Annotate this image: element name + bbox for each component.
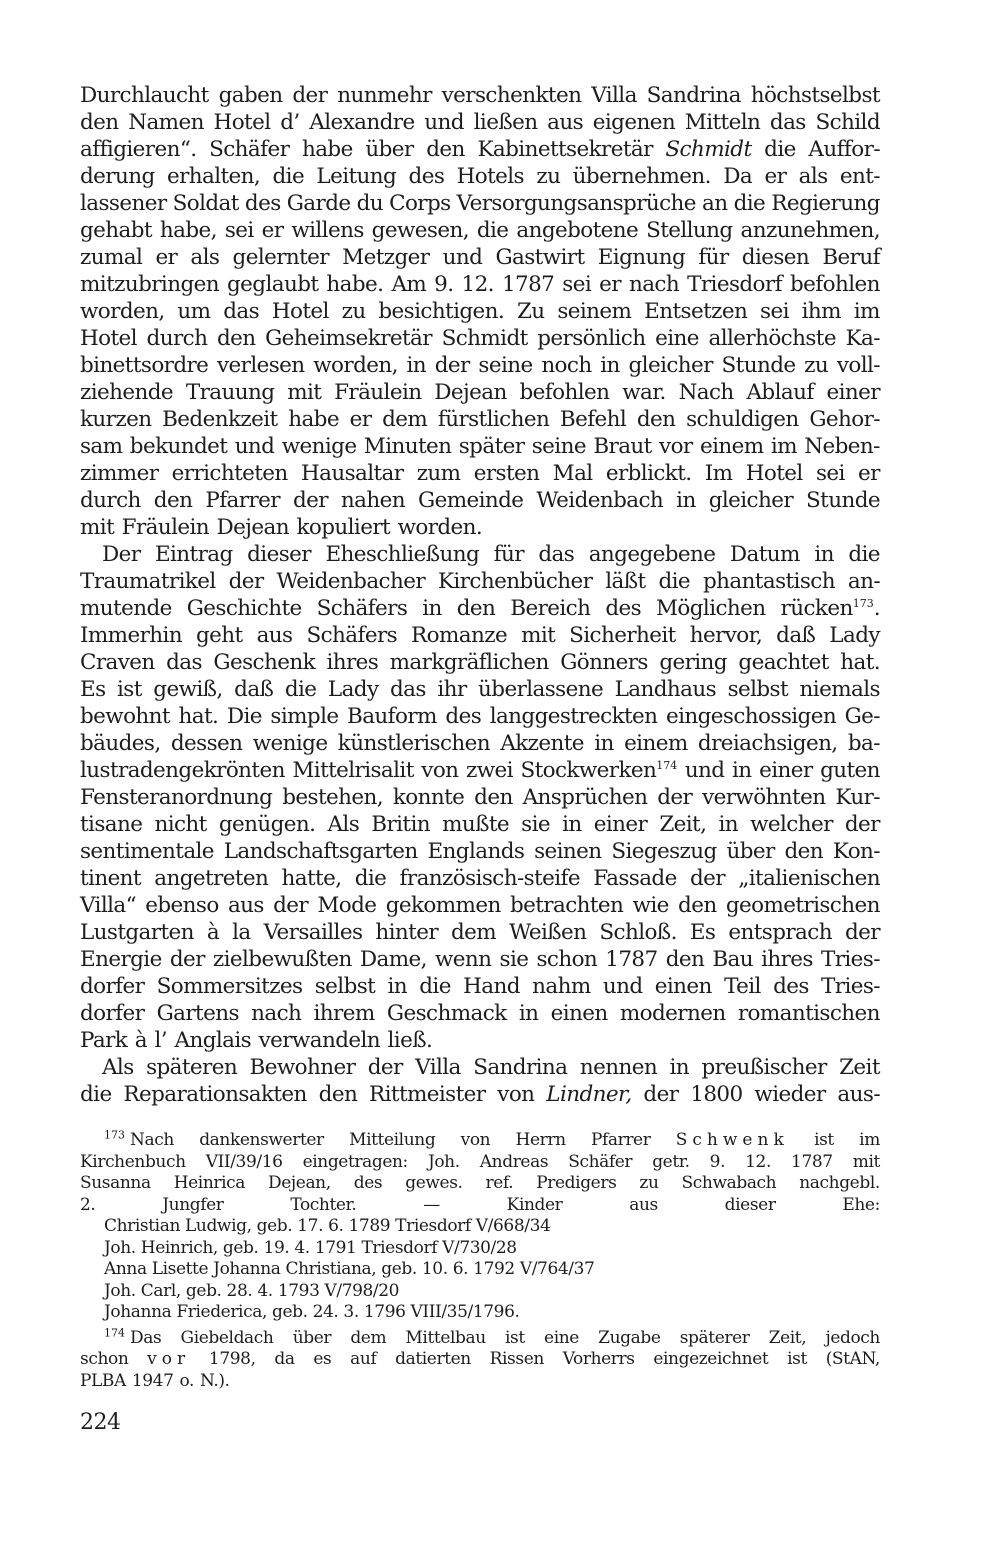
footnote-line: PLBA 1947 o. N.). [80,1370,230,1391]
text-line: zumal er als gelernter Metzger und Gastwirt Eignung für diesen Beruf [80,245,880,270]
text-line: ziehende Trauung mit Fräulein Dejean befohlen war. Nach Ablauf einer [80,380,880,405]
text-line: lustradengekrönten Mittelrisalit von zwei Stockwerken$^{174}$ und in einer guten [80,758,880,783]
page-number: 224 [80,1410,121,1435]
footnote-marker: 173 [104,1128,125,1142]
text-line: lassener Soldat des Garde du Corps Versorgungsansprüche an die Regierung [80,191,880,216]
page-content [80,82,880,1392]
text-line: Fensteranordnung bestehen, konnte den Ansprüchen der verwöhnten Kur- [80,785,880,810]
footnote-173-children-list [80,1216,880,1324]
footnote-173 [80,1130,880,1216]
text-line: tinent angetreten hatte, die französisch-steife Fassade der „italienischen [80,866,880,891]
footnote-list-item: Joh. Carl, geb. 28. 4. 1793 V/798/20 [104,1280,400,1301]
footnote-line: schon vor 1798, da es auf datierten Rissen Vorherrs eingezeichnet ist (StAN, [80,1349,880,1369]
text-line: sam bekundet und wenige Minuten später seine Braut vor einem im Neben- [80,434,880,459]
text-line: Der Eintrag dieser Eheschließung für das angegebene Datum in die [102,542,880,567]
text-line: Villa“ ebenso aus der Mode gekommen betrachten wie den geometrischen [80,893,880,918]
footnote-line: $^{173}$ Nach dankenswerter Mitteilung von Herrn Pfarrer Schwenk ist im [104,1128,880,1150]
text-line: bäudes, dessen wenige künstlerischen Akzente in einem dreiachsigen, ba- [80,731,880,756]
text-line: durch den Pfarrer der nahen Gemeinde Weidenbach in gleicher Stunde [80,488,880,513]
footnote-ref: 173 [852,596,874,610]
text-line: die Reparationsakten den Rittmeister von Lindner, der 1800 wieder aus- [80,1082,880,1107]
footnote-line: 2. Jungfer Tochter. — Kinder aus dieser Ehe: [80,1194,880,1215]
text-line: Park à l’ Anglais verwandeln ließ. [80,1028,433,1053]
text-line: tisane nicht genügen. Als Britin mußte sie in einer Zeit, in welcher der [80,812,880,837]
footnote-line: Susanna Heinrica Dejean, des gewes. ref. Predigers zu Schwabach nachgebl. [80,1173,880,1193]
text-line: Craven das Geschenk ihres markgräflichen Gönners gering geachtet hat. [80,650,880,675]
text-line: gehabt habe, sei er willens gewesen, die angebotene Stellung anzunehmen, [80,218,880,243]
footnote-list-item: Anna Lisette Johanna Christiana, geb. 10. 6. 1792 V/764/37 [104,1259,595,1279]
footnote-marker: 174 [104,1325,125,1339]
text-line: affigieren“. Schäfer habe über den Kabinettsekretär Schmidt die Auffor- [80,137,880,162]
text-line: Durchlaucht gaben der nunmehr verschenkten Villa Sandrina höchstselbst [80,83,880,108]
text-line: mitzubringen geglaubt habe. Am 9. 12. 1787 sei er nach Triesdorf befohlen [80,272,880,297]
text-line: sentimentale Landschaftsgarten Englands seinen Siegeszug über den Kon- [80,839,880,864]
body-text [80,82,880,1108]
text-line: worden, um das Hotel zu besichtigen. Zu seinem Entsetzen sei ihm im [80,299,880,324]
text-line: bewohnt hat. Die simple Bauform des langgestreckten eingeschossigen Ge- [80,704,880,729]
text-line: den Namen Hotel d’ Alexandre und ließen aus eigenen Mitteln das Schild [80,110,880,135]
text-line: Als späteren Bewohner der Villa Sandrina nennen in preußischer Zeit [102,1055,880,1080]
text-line: mutende Geschichte Schäfers in den Bereich des Möglichen rücken$^{173}$. [80,596,880,621]
text-line: Es ist gewiß, daß die Lady das ihr überlassene Landhaus selbst niemals [80,677,880,702]
text-line: Traumatrikel der Weidenbacher Kirchenbücher läßt die phantastisch an- [80,569,880,594]
text-line: derung erhalten, die Leitung des Hotels zu übernehmen. Da er als ent- [80,164,880,189]
footnote-174 [80,1325,880,1393]
footnote-list-item: Christian Ludwig, geb. 17. 6. 1789 Triesdorf V/668/34 [104,1216,551,1236]
text-line: dorfer Sommersitzes selbst in die Hand nahm und einen Teil des Tries- [80,974,880,999]
footnote-line: $^{174}$ Das Giebeldach über dem Mittelbau ist eine Zugabe späterer Zeit, jedoch [104,1325,880,1348]
footnotes [80,1130,880,1392]
text-line: Immerhin geht aus Schäfers Romanze mit Sicherheit hervor, daß Lady [80,623,880,648]
text-line: binettsordre verlesen worden, in der seine noch in gleicher Stunde zu voll- [80,353,880,378]
text-line: zimmer errichteten Hausaltar zum ersten Mal erblickt. Im Hotel sei er [80,461,880,486]
text-line: mit Fräulein Dejean kopuliert worden. [80,515,483,540]
footnote-list-item: Johanna Friederica, geb. 24. 3. 1796 VIII/35/1796. [104,1302,520,1322]
text-line: Lustgarten à la Versailles hinter dem Weißen Schloß. Es entsprach der [80,920,880,945]
text-line: dorfer Gartens nach ihrem Geschmack in einen modernen romantischen [80,1001,880,1026]
footnote-line: Kirchenbuch VII/39/16 eingetragen: Joh. Andreas Schäfer getr. 9. 12. 1787 mit [80,1151,880,1172]
text-line: Energie der zielbewußten Dame, wenn sie schon 1787 den Bau ihres Tries- [80,947,880,972]
text-line: kurzen Bedenkzeit habe er dem fürstlichen Befehl den schuldigen Gehor- [80,407,880,432]
footnote-list-item: Joh. Heinrich, geb. 19. 4. 1791 Triesdorf V/730/28 [104,1237,517,1258]
text-line: Hotel durch den Geheimsekretär Schmidt persönlich eine allerhöchste Ka- [80,326,880,351]
footnote-ref: 174 [656,758,678,772]
